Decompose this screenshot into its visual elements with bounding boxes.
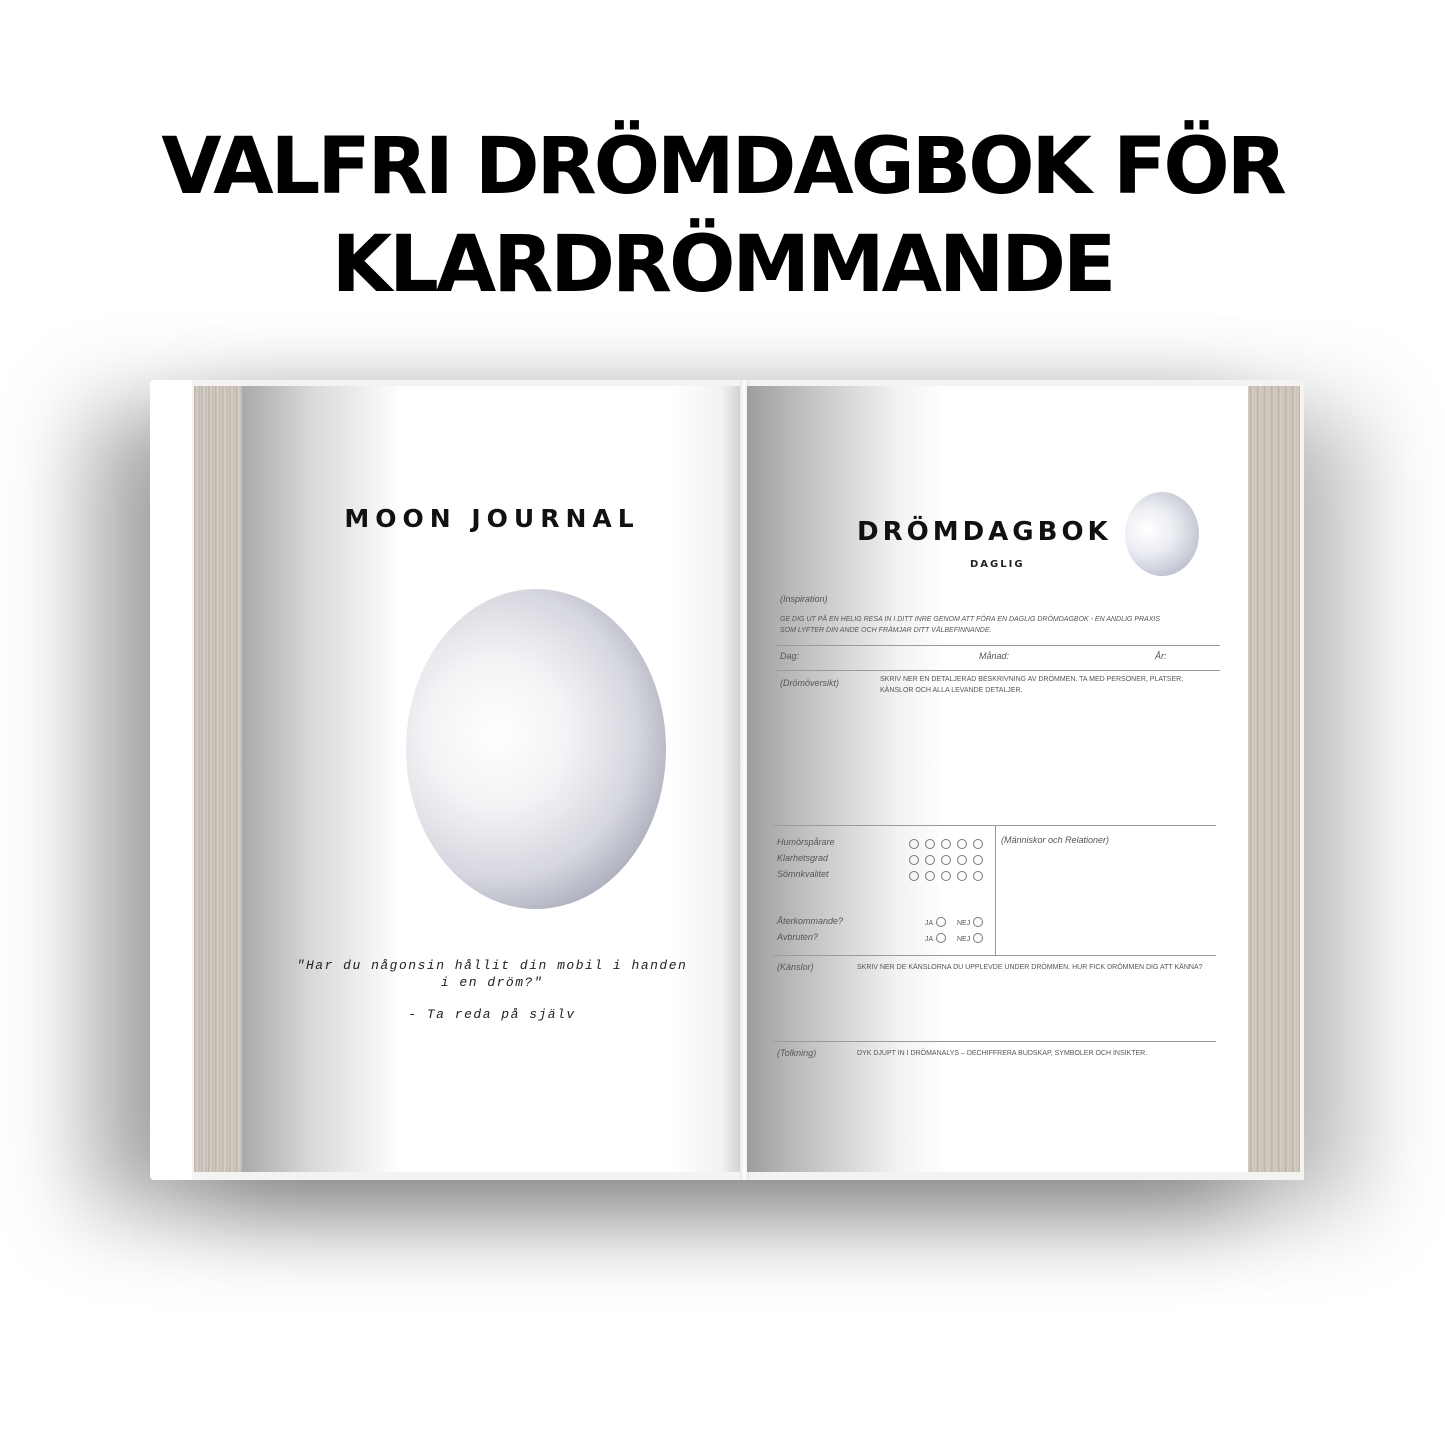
rating-circle[interactable] (957, 855, 967, 865)
feelings-label: (Känslor) (777, 962, 814, 972)
rating-circle[interactable] (941, 871, 951, 881)
interrupted-label: Avbruten? (777, 932, 818, 942)
overview-label: (Drömöversikt) (780, 678, 840, 688)
rating-circle[interactable] (941, 839, 951, 849)
divider-vertical (995, 825, 996, 955)
interpretation-text: DYK DJUPT IN I DRÖMANALYS – DECHIFFRERA BUDSKAP, SYMBOLER OCH INSIKTER. (857, 1050, 1148, 1057)
no-radio[interactable] (973, 933, 983, 943)
divider (773, 1041, 1216, 1042)
yes-radio[interactable] (936, 917, 946, 927)
rating-circle[interactable] (973, 839, 983, 849)
rating-circle[interactable] (909, 855, 919, 865)
yes-radio[interactable] (936, 933, 946, 943)
rating-circle[interactable] (957, 871, 967, 881)
recurring-label: Återkommande? (777, 916, 844, 926)
rating-circle[interactable] (909, 871, 919, 881)
quote (292, 957, 692, 991)
headline-line2: KLARDRÖMMANDE (331, 220, 1114, 310)
people-label: (Människor och Relationer) (1001, 835, 1110, 845)
yes-label: JA (925, 920, 934, 927)
rating-circle[interactable] (925, 871, 935, 881)
rating-circle[interactable] (925, 839, 935, 849)
inspiration-text-1: GE DIG UT PÅ EN HELIG RESA IN I DITT INRE GENOM ATT FÖRA EN DAGLIG DRÖMDAGBOK - EN ANDLIG PRAXIS (780, 616, 1160, 623)
day-label: Dag: (780, 651, 800, 661)
sleep-label: Sömnkvalitet (777, 869, 829, 879)
drom-title: DRÖMDAGBOK (857, 517, 1112, 547)
no-label: NEJ (957, 920, 971, 927)
divider (775, 645, 1220, 646)
yes-label: JA (925, 936, 934, 943)
headline (0, 118, 1445, 314)
mood-label: Humörspårare (777, 837, 835, 847)
divider (775, 670, 1220, 671)
rating-circle[interactable] (957, 839, 967, 849)
rating-circle[interactable] (973, 855, 983, 865)
quote-author: - Ta reda på själv (408, 1007, 576, 1022)
quote-line1: "Har du någonsin hållit din mobil i handen (296, 958, 688, 973)
headline-line1: VALFRI DRÖMDAGBOK FÖR (161, 122, 1284, 212)
left-page (242, 386, 742, 1172)
overview-text-1: SKRIV NER EN DETALJERAD BESKRIVNING AV DRÖMMEN. TA MED PERSONER, PLATSER, (880, 676, 1184, 683)
rating-circle[interactable] (925, 855, 935, 865)
no-label: NEJ (957, 936, 971, 943)
divider (773, 955, 1216, 956)
drom-subtitle: DAGLIG (970, 559, 1025, 570)
page-edges-left (194, 386, 242, 1172)
year-label: År: (1155, 651, 1167, 661)
moon-journal-title: MOON JOURNAL (344, 504, 640, 533)
rating-circle[interactable] (973, 871, 983, 881)
rating-circle[interactable] (941, 855, 951, 865)
inspiration-text-2: SOM LYFTER DIN ANDE OCH FRÄMJAR DITT VÄLBEFINNANDE. (780, 627, 992, 634)
page-edges-right (1248, 386, 1300, 1172)
month-label: Månad: (979, 651, 1010, 661)
overview-text-2: KÄNSLOR OCH ALLA LEVANDE DETALJER. (880, 687, 1023, 694)
right-page (747, 386, 1248, 1172)
clarity-label: Klarhetsgrad (777, 853, 829, 863)
no-radio[interactable] (973, 917, 983, 927)
quote-line2: i en dröm?" (440, 975, 544, 990)
interpretation-label: (Tolkning) (777, 1048, 817, 1058)
feelings-text: SKRIV NER DE KÄNSLORNA DU UPPLEVDE UNDER DRÖMMEN. HUR FICK DRÖMMEN DIG ATT KÄNNA? (857, 964, 1203, 971)
moon-icon (406, 589, 666, 909)
rating-circle[interactable] (909, 839, 919, 849)
small-moon-icon (1125, 492, 1199, 576)
inspiration-label: (Inspiration) (780, 594, 828, 604)
